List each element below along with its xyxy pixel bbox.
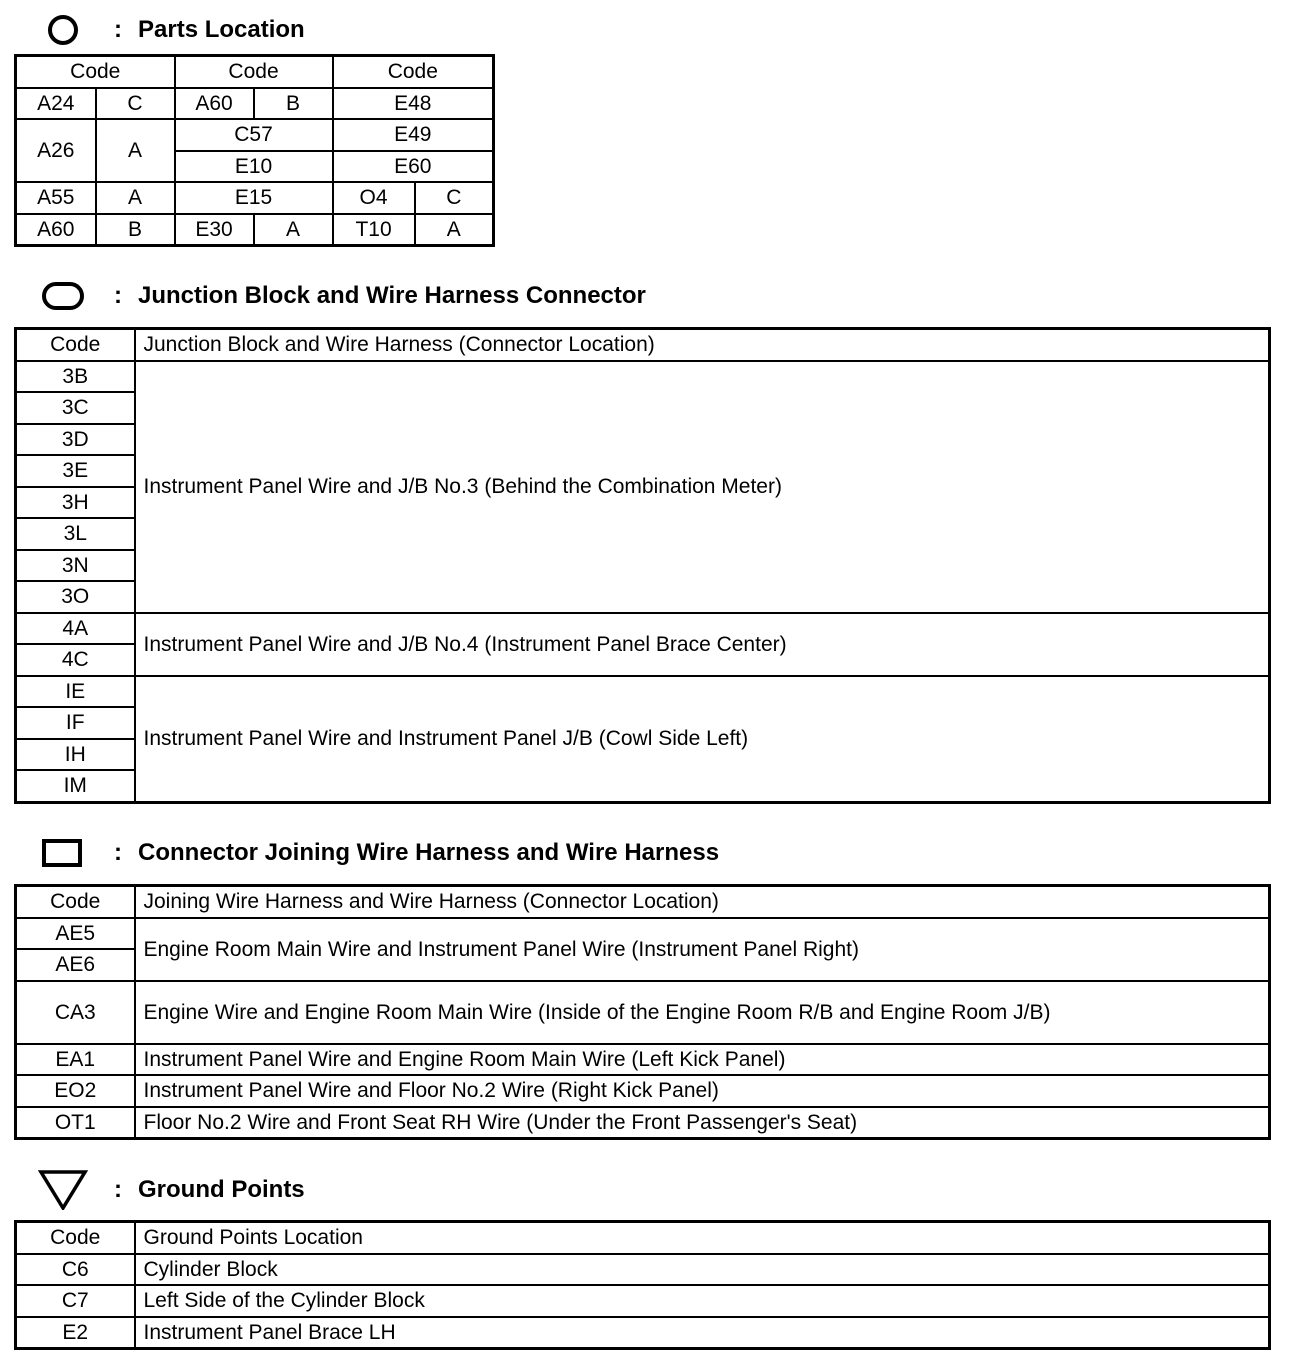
table-row — [16, 613, 1270, 645]
ground-points-table — [14, 1220, 1271, 1350]
location-cell: Instrument Panel Wire and J/B No.3 (Behind the Combination Meter) — [135, 361, 1270, 613]
location-cell: Left Side of the Cylinder Block — [135, 1285, 1270, 1317]
location-cell: Instrument Panel Wire and J/B No.4 (Instrument Panel Brace Center) — [135, 613, 1270, 676]
code-cell: 3B — [16, 361, 135, 393]
table-cell: A60 — [16, 214, 96, 246]
table-row — [16, 361, 1270, 393]
ground-heading-row — [38, 1170, 305, 1210]
table-header-row — [16, 886, 1270, 918]
table-cell: C — [96, 88, 175, 120]
table-cell: A — [96, 119, 175, 182]
header-cell: Joining Wire Harness and Wire Harness (Connector Location) — [135, 886, 1270, 918]
location-cell: Instrument Panel Wire and Instrument Panel J/B (Cowl Side Left) — [135, 676, 1270, 803]
parts-location-heading-row — [38, 10, 305, 50]
table-row — [16, 1254, 1270, 1286]
table-cell: A — [96, 182, 175, 214]
code-cell: 3H — [16, 487, 135, 519]
table-row — [16, 214, 494, 246]
connector-heading-row — [38, 833, 719, 873]
rounded-rectangle-icon — [38, 276, 88, 316]
header-cell: Code — [16, 56, 175, 88]
table-header-row — [16, 56, 494, 88]
table-header-row — [16, 1222, 1270, 1254]
code-cell: 3N — [16, 550, 135, 582]
table-cell: T10 — [333, 214, 415, 246]
table-cell: E49 — [333, 119, 494, 151]
header-cell: Code — [333, 56, 494, 88]
table-cell: C — [415, 182, 494, 214]
table-cell: B — [254, 88, 333, 120]
location-cell: Instrument Panel Wire and Floor No.2 Wire (Right Kick Panel) — [135, 1075, 1270, 1107]
table-cell: A — [415, 214, 494, 246]
table-cell: A24 — [16, 88, 96, 120]
code-cell: 3L — [16, 518, 135, 550]
location-cell: Cylinder Block — [135, 1254, 1270, 1286]
colon: : — [114, 16, 122, 43]
table-cell: E60 — [333, 151, 494, 183]
section-title: Ground Points — [138, 1176, 305, 1203]
table-row — [16, 1044, 1270, 1076]
header-cell: Ground Points Location — [135, 1222, 1270, 1254]
rectangle-icon — [38, 833, 88, 873]
table-row — [16, 918, 1270, 950]
colon: : — [114, 1176, 122, 1203]
table-row — [16, 182, 494, 214]
table-cell: O4 — [333, 182, 415, 214]
table-cell: A — [254, 214, 333, 246]
code-cell: OT1 — [16, 1107, 135, 1139]
table-row — [16, 1107, 1270, 1139]
table-header-row — [16, 329, 1270, 361]
table-row — [16, 1285, 1270, 1317]
code-cell: AE6 — [16, 949, 135, 981]
code-cell: 3D — [16, 424, 135, 456]
code-cell: IH — [16, 739, 135, 771]
code-cell: 4A — [16, 613, 135, 645]
colon: : — [114, 282, 122, 309]
code-cell: C7 — [16, 1285, 135, 1317]
parts-location-table — [14, 54, 495, 247]
table-cell: E30 — [175, 214, 254, 246]
table-cell: A60 — [175, 88, 254, 120]
table-cell: E48 — [333, 88, 494, 120]
location-cell: Instrument Panel Brace LH — [135, 1317, 1270, 1349]
location-cell: Instrument Panel Wire and Engine Room Main Wire (Left Kick Panel) — [135, 1044, 1270, 1076]
header-cell: Code — [175, 56, 333, 88]
code-cell: 3O — [16, 581, 135, 613]
table-cell: C57 — [175, 119, 333, 151]
table-row — [16, 981, 1270, 1044]
header-cell: Code — [16, 329, 135, 361]
colon: : — [114, 839, 122, 866]
table-cell: E10 — [175, 151, 333, 183]
table-cell: B — [96, 214, 175, 246]
table-cell: A55 — [16, 182, 96, 214]
code-cell: EA1 — [16, 1044, 135, 1076]
code-cell: AE5 — [16, 918, 135, 950]
code-cell: 4C — [16, 644, 135, 676]
code-cell: IE — [16, 676, 135, 708]
table-row — [16, 88, 494, 120]
circle-icon — [38, 10, 88, 50]
header-cell: Code — [16, 1222, 135, 1254]
code-cell: C6 — [16, 1254, 135, 1286]
section-title: Parts Location — [138, 16, 305, 43]
code-cell: 3C — [16, 392, 135, 424]
table-cell: A26 — [16, 119, 96, 182]
triangle-down-icon — [38, 1170, 88, 1210]
section-title: Junction Block and Wire Harness Connector — [138, 282, 646, 309]
connector-table — [14, 884, 1271, 1140]
table-row — [16, 1317, 1270, 1349]
code-cell: CA3 — [16, 981, 135, 1044]
code-cell: IF — [16, 707, 135, 739]
code-cell: E2 — [16, 1317, 135, 1349]
code-cell: EO2 — [16, 1075, 135, 1107]
table-cell: E15 — [175, 182, 333, 214]
junction-table — [14, 327, 1271, 804]
location-cell: Engine Wire and Engine Room Main Wire (Inside of the Engine Room R/B and Engine Room J/B) — [135, 981, 1270, 1044]
section-title: Connector Joining Wire Harness and Wire Harness — [138, 839, 720, 866]
code-cell: IM — [16, 770, 135, 802]
table-row — [16, 1075, 1270, 1107]
header-cell: Junction Block and Wire Harness (Connector Location) — [135, 329, 1270, 361]
header-cell: Code — [16, 886, 135, 918]
junction-heading-row — [38, 276, 646, 316]
code-cell: 3E — [16, 455, 135, 487]
location-cell: Floor No.2 Wire and Front Seat RH Wire (Under the Front Passenger's Seat) — [135, 1107, 1270, 1139]
table-row — [16, 676, 1270, 708]
table-row — [16, 119, 494, 151]
location-cell: Engine Room Main Wire and Instrument Panel Wire (Instrument Panel Right) — [135, 918, 1270, 981]
